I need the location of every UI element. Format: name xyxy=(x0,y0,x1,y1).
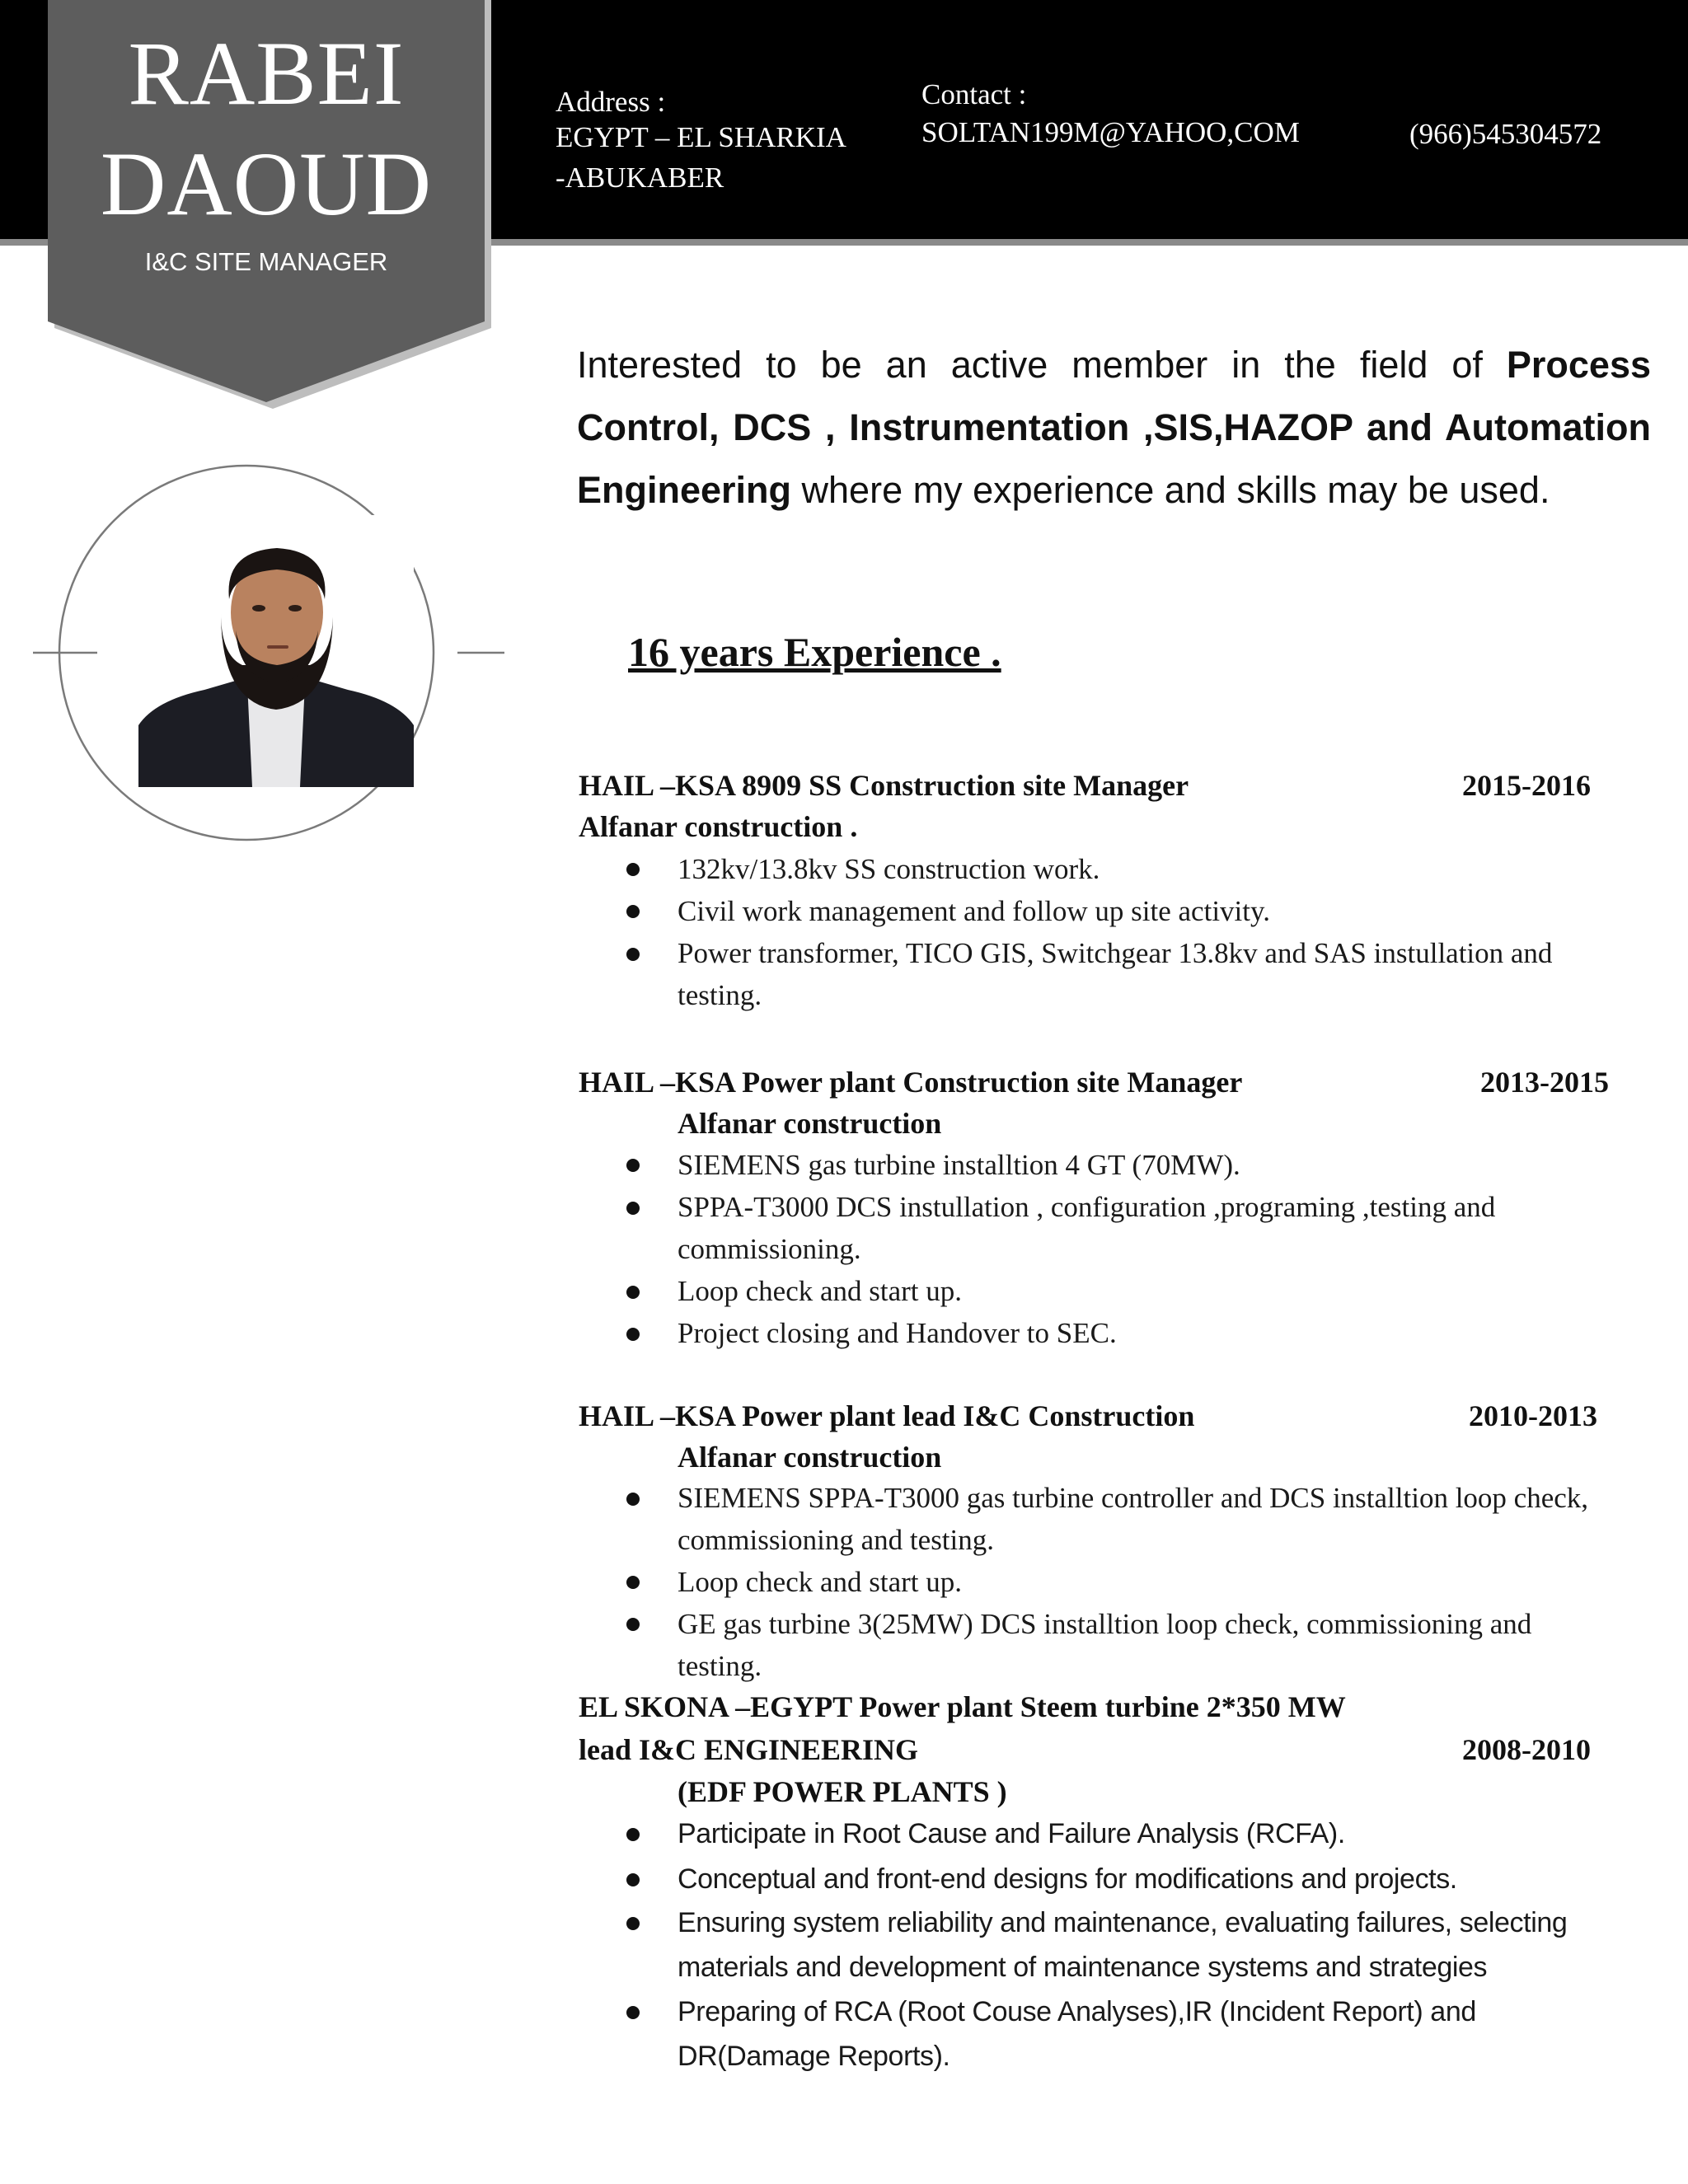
address-line-1: EGYPT – EL SHARKIA xyxy=(556,121,846,153)
job-bullet: Conceptual and front-end designs for modifications and projects. xyxy=(678,1863,1457,1895)
objective-text-1: Interested to be an active member in the field of xyxy=(577,344,1507,386)
bullet-dot xyxy=(626,1202,640,1215)
job-title-2: lead I&C ENGINEERING xyxy=(579,1733,919,1766)
phone[interactable]: (966)545304572 xyxy=(1409,118,1602,150)
job-bullet: SPPA-T3000 DCS instullation , configuration ,programing ,testing and commissioning. xyxy=(678,1191,1496,1265)
bullet-dot xyxy=(626,1828,640,1841)
job-bullet: Participate in Root Cause and Failure Analysis (RCFA). xyxy=(678,1818,1345,1849)
profile-photo xyxy=(138,515,414,787)
job-company: Alfanar construction xyxy=(678,1441,942,1474)
job-title: EL SKONA –EGYPT Power plant Steem turbine 2*350 MW xyxy=(579,1690,1346,1723)
bullet-dot xyxy=(626,863,640,876)
bullet-dot xyxy=(626,1576,640,1589)
bullet-dot xyxy=(626,1917,640,1930)
job-bullet: SIEMENS gas turbine installtion 4 GT (70MW). xyxy=(678,1149,1240,1181)
bullet-dot xyxy=(626,1618,640,1631)
job-bullet: SIEMENS SPPA-T3000 gas turbine controller and DCS installtion loop check, commissioning and testing. xyxy=(678,1482,1589,1556)
job-bullet: Project closing and Handover to SEC. xyxy=(678,1317,1117,1349)
first-name: RABEI xyxy=(128,23,405,124)
bullet-dot xyxy=(626,1493,640,1506)
experience-heading: 16 years Experience . xyxy=(628,629,1001,675)
objective-text-2: where my experience and skills may be used. xyxy=(791,469,1550,511)
bullet-dot xyxy=(626,2006,640,2019)
job-bullet: Loop check and start up. xyxy=(678,1275,963,1307)
job-bullet: Civil work management and follow up site activity. xyxy=(678,895,1270,927)
job-company: Alfanar construction xyxy=(678,1107,942,1140)
job-years: 2010-2013 xyxy=(1469,1399,1597,1432)
job-bullet: 132kv/13.8kv SS construction work. xyxy=(678,853,1100,885)
job-bullet: GE gas turbine 3(25MW) DCS installtion loop check, commissioning and testing. xyxy=(678,1608,1532,1682)
objective-fields: Process Control, DCS , Instrumentation ,SIS,HAZOP and Automation Engineering xyxy=(577,344,1651,511)
bullet-dot xyxy=(626,1286,640,1299)
objective-statement xyxy=(577,334,1651,522)
job-company: (EDF POWER PLANTS ) xyxy=(678,1775,1007,1808)
job-company: Alfanar construction . xyxy=(579,810,858,843)
address-label: Address : xyxy=(556,86,666,118)
bullet-dot xyxy=(626,1328,640,1341)
job-title: HAIL –KSA Power plant lead I&C Construction xyxy=(579,1399,1195,1432)
job-title: HAIL –KSA Power plant Construction site Manager xyxy=(579,1066,1243,1099)
bullet-dot xyxy=(626,1873,640,1886)
job-years: 2013-2015 xyxy=(1480,1066,1609,1099)
job-bullet: Loop check and start up. xyxy=(678,1566,963,1598)
job-bullet: Preparing of RCA (Root Couse Analyses),IR (Incident Report) and DR(Damage Reports). xyxy=(678,1996,1476,2072)
bullet-dot xyxy=(626,1159,640,1172)
job-role: I&C SITE MANAGER xyxy=(144,247,388,276)
address-line-2: -ABUKABER xyxy=(556,162,724,194)
job-years: 2008-2010 xyxy=(1462,1733,1591,1766)
bullet-dot xyxy=(626,948,640,961)
bullet-dot xyxy=(626,905,640,918)
contact-label: Contact : xyxy=(921,78,1027,110)
job-bullet: Power transformer, TICO GIS, Switchgear 13.8kv and SAS instullation and testing. xyxy=(678,937,1553,1011)
job-years: 2015-2016 xyxy=(1462,769,1591,802)
job-title: HAIL –KSA 8909 SS Construction site Manager xyxy=(579,769,1189,802)
email[interactable]: SOLTAN199M@YAHOO,COM xyxy=(921,116,1300,148)
job-bullet: Ensuring system reliability and maintenance, evaluating failures, selecting materials and development of maintenance systems and strategies xyxy=(678,1907,1568,1983)
last-name: DAOUD xyxy=(100,134,433,234)
